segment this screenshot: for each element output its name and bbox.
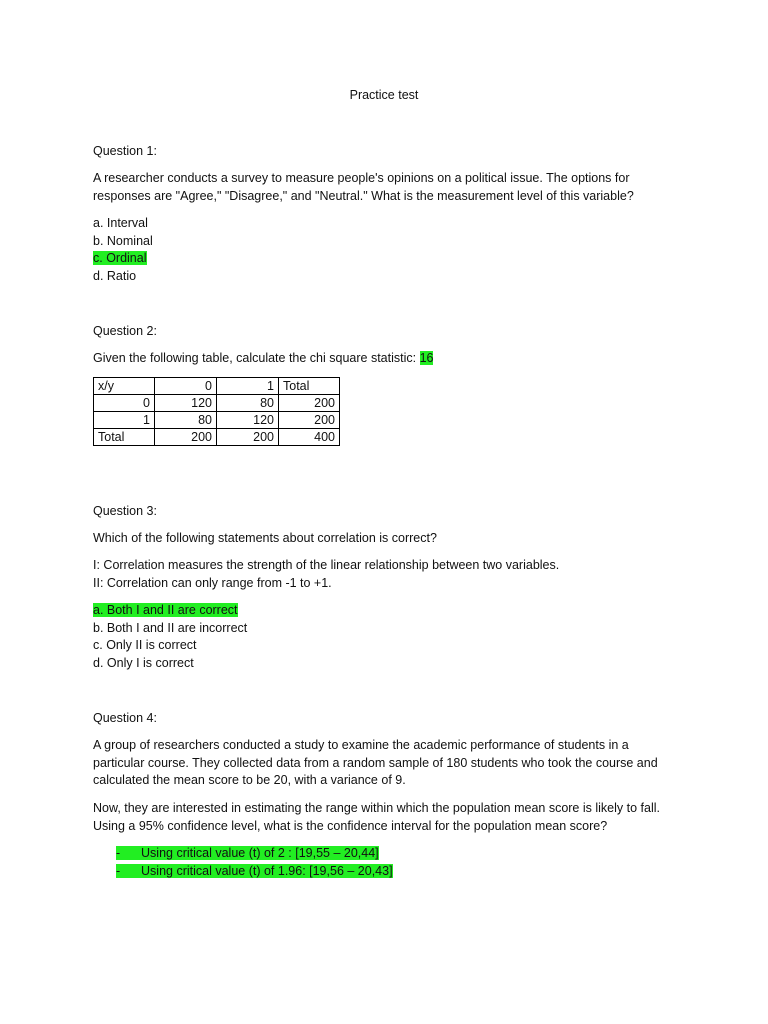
q3-option-a-correct: a. Both I and II are correct: [93, 603, 238, 617]
table-header-cell: 0: [155, 378, 217, 395]
table-header-cell: Total: [279, 378, 340, 395]
q4-text-1: A group of researchers conducted a study to examine the academic performance of students in a particular course. They collected data from a random sample of 180 students who took the course and calculated the mean score to be 20, with a variance of 9.: [93, 738, 658, 787]
table-cell: 400: [279, 429, 340, 446]
page-title: Practice test: [349, 88, 419, 102]
table-header-row: [94, 378, 340, 395]
table-cell: 0: [94, 395, 155, 412]
bullet-dash: -: [116, 846, 121, 860]
table-cell: 200: [155, 429, 217, 446]
table-cell: 120: [155, 395, 217, 412]
q1-option-b: b. Nominal: [93, 233, 153, 248]
q1-option-d: d. Ratio: [93, 268, 137, 283]
table-cell: Total: [94, 429, 155, 446]
q1-options: [93, 215, 673, 285]
q2-heading: Question 2:: [93, 324, 157, 338]
table-row: [94, 412, 340, 429]
table-cell: 200: [279, 412, 340, 429]
table-cell: 200: [217, 429, 279, 446]
q1-option-c-correct: c. Ordinal: [93, 251, 147, 265]
q3-option-b: b. Both I and II are incorrect: [93, 620, 248, 635]
contingency-table: [93, 377, 340, 446]
table-row: [94, 429, 340, 446]
q4-answer-2: Using critical value (t) of 1.96: [19,56 – 20,43]: [141, 863, 393, 878]
q3-options: [93, 602, 673, 672]
q3-option-d: d. Only I is correct: [93, 655, 194, 670]
q3-statements: [93, 557, 673, 592]
q4-text-2: Now, they are interested in estimating the range within which the population mean score is likely to fall. Using a 95% confidence level, what is the confidence interval for the population mean score?: [93, 801, 660, 833]
q2-answer: 16: [419, 351, 434, 365]
q4-answer-item: [116, 845, 393, 863]
q3-option-c: c. Only II is correct: [93, 638, 197, 652]
q1-text: A researcher conducts a survey to measure people's opinions on a political issue. The options for responses are "Agree," "Disagree," and "Neutral." What is the measurement level of this variable?: [93, 171, 634, 203]
table-cell: 80: [217, 395, 279, 412]
q3-heading: Question 3:: [93, 504, 157, 518]
q3-text: Which of the following statements about correlation is correct?: [93, 531, 437, 545]
q4-answer-item: [116, 863, 393, 881]
q3-statement-2: II: Correlation can only range from -1 to +1.: [93, 575, 332, 590]
q1-heading: Question 1:: [93, 144, 157, 158]
q1-option-a: a. Interval: [93, 216, 148, 230]
q4-answer-list: [116, 845, 393, 880]
table-header-cell: 1: [217, 378, 279, 395]
table-cell: 80: [155, 412, 217, 429]
q4-answer-1: Using critical value (t) of 2 : [19,55 – 20,44]: [141, 846, 379, 860]
table-header-cell: x/y: [94, 378, 155, 395]
table-cell: 120: [217, 412, 279, 429]
bullet-dash: -: [116, 863, 121, 878]
q3-statement-1: I: Correlation measures the strength of the linear relationship between two variables.: [93, 558, 560, 572]
q2-text: Given the following table, calculate the chi square statistic:: [93, 351, 417, 365]
q4-heading: Question 4:: [93, 711, 157, 725]
table-row: [94, 395, 340, 412]
q2-prompt: [93, 350, 673, 368]
table-cell: 200: [279, 395, 340, 412]
table-cell: 1: [94, 412, 155, 429]
